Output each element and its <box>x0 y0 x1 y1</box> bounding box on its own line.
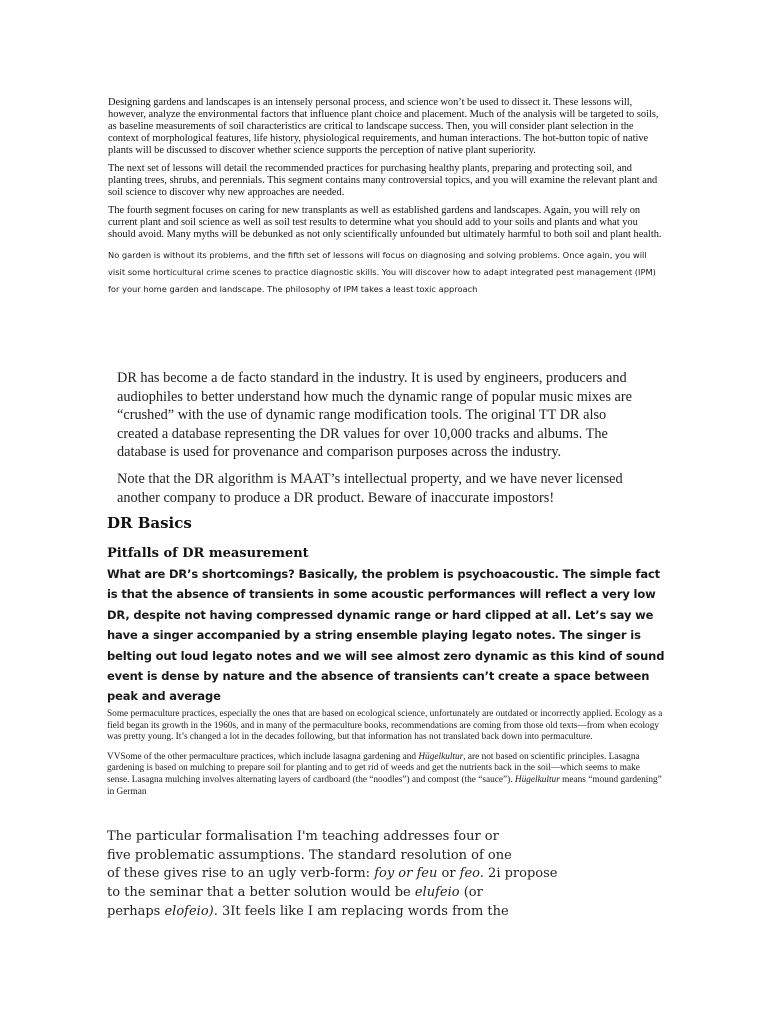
formalisation-line-3 <box>107 865 577 884</box>
line3-or: or <box>437 866 460 882</box>
line5-italic-elofeio: elofeio). <box>164 903 218 919</box>
permaculture-paragraph-2 <box>107 752 663 798</box>
dr-paragraph-1: DR has become a de facto standard in the industry. It is used by engineers, producers and audiophiles to better understand how much the dynamic range of popular music mixes are “crushed” with the use of dynamic range modification tools. The original TT DR also created a database representing the DR values for over 10,000 tracks and albums. The database is used for provenance and comparison purposes across the industry. <box>117 370 632 461</box>
dr-basics-heading: DR Basics <box>107 514 192 532</box>
line4-tail: (or <box>459 885 483 901</box>
formalisation-line-2: five problematic assumptions. The standard resolution of one <box>107 847 512 863</box>
lessons-paragraph-2: The next set of lessons will detail the recommended practices for purchasing healthy plants, preparing and protecting soil, and planting trees, shrubs, and perennials. This segment contains many controversial topics, and you will examine the relevant plant and soil science to discover why new approaches are needed. <box>108 163 658 198</box>
line4-italic-elufeio: elufeio <box>414 885 460 901</box>
line5-text: perhaps <box>107 903 165 919</box>
gardening-lessons-section <box>108 97 664 304</box>
permaculture-text-c: , are not based on scientific principles. Lasagna gardening is based on mulching to prepare soil for planting and to get rid of weeds and get the nutrients back in the soil—which seems to make sense. Lasagna mulching involves alternating layers of cardboard (the “noodles”) and compost (the “sauce”). <box>107 751 640 785</box>
hugelkultur-term: Hügelkultur <box>418 751 464 762</box>
permaculture-section <box>107 709 663 806</box>
line3-text: of these gives rise to an ugly verb-form: <box>107 866 375 882</box>
line3-italic-feo: feo. <box>459 866 484 882</box>
line3-italic-foy: foy or feu <box>374 866 438 882</box>
permaculture-paragraph-1: Some permaculture practices, especially the ones that are based on ecological science, unfortunately are outdated or incorrectly applied. Ecology as a field began its growth in the 1960s, and in many of the permaculture books, recommendations are coming from those old texts—from when ecology was pretty young. It’s changed a lot in the decades following, but that information has not translated back down into permaculture. <box>107 709 663 743</box>
dr-standard-section <box>117 369 637 515</box>
pitfalls-subheading: Pitfalls of DR measurement <box>107 546 309 561</box>
permaculture-text-e: means “mound gardening” in German <box>107 774 662 797</box>
lessons-paragraph-1: Designing gardens and landscapes is an intensely personal process, and science won’t be used to dissect it. These lessons will, however, analyze the environmental factors that influence plant choice and placement. Much of the analysis will be targeted to soils, as baseline measurements of soil characteristics are critical to landscape success. Then, you will consider plant selection in the context of morphological features, life history, physiological requirements, and human interactions. The hot-button topic of native plants will be discussed to discover whether science supports the perception of native plant superiority. <box>108 97 659 156</box>
formalisation-section <box>107 828 577 922</box>
pitfalls-body: What are DR’s shortcomings? Basically, the problem is psychoacoustic. The simple fact is that the absence of transients in some acoustic performances will reflect a very low DR, despite not having compressed dynamic range or hard clipped at all. Let’s say we have a singer accompanied by a string ensemble playing legato notes. The singer is belting out loud legato notes and we will see almost zero dynamic as this kind of sound event is dense by nature and the absence of transients can’t create a space between peak and average <box>107 567 665 704</box>
hugelkultur-term: Hügelkultur <box>514 774 560 785</box>
formalisation-line-5 <box>107 903 577 922</box>
lessons-paragraph-4: No garden is without its problems, and the fifth set of lessons will focus on diagnosing and solving problems. Once again, you will visit some horticultural crime scenes to practice diagnostic skills. You will discover how to adapt integrated pest management (IPM) for your home garden and landscape. The philosophy of IPM takes a least toxic approach <box>108 250 656 294</box>
line4-text: to the seminar that a better solution would be <box>107 885 415 901</box>
line5-tail: 3It feels like I am replacing words from the <box>217 903 509 919</box>
formalisation-line-4 <box>107 884 577 903</box>
lessons-paragraph-3: The fourth segment focuses on caring for new transplants as well as established gardens and landscapes. Again, you will rely on current plant and soil science as well as soil test results to determine what you should add to your soils and plants and what you should avoid. Many myths will be debunked as not only scientifically unfounded but ultimately harmful to both soil and plant health. <box>108 205 662 240</box>
permaculture-text-a: VVSome of the other permaculture practices, which include lasagna gardening and <box>107 751 419 762</box>
formalisation-line-1: The particular formalisation I'm teaching addresses four or <box>107 829 499 844</box>
line3-tail: 2i propose <box>483 866 558 882</box>
dr-paragraph-2: Note that the DR algorithm is MAAT’s intellectual property, and we have never licensed another company to produce a DR product. Beware of inaccurate impostors! <box>117 470 623 506</box>
